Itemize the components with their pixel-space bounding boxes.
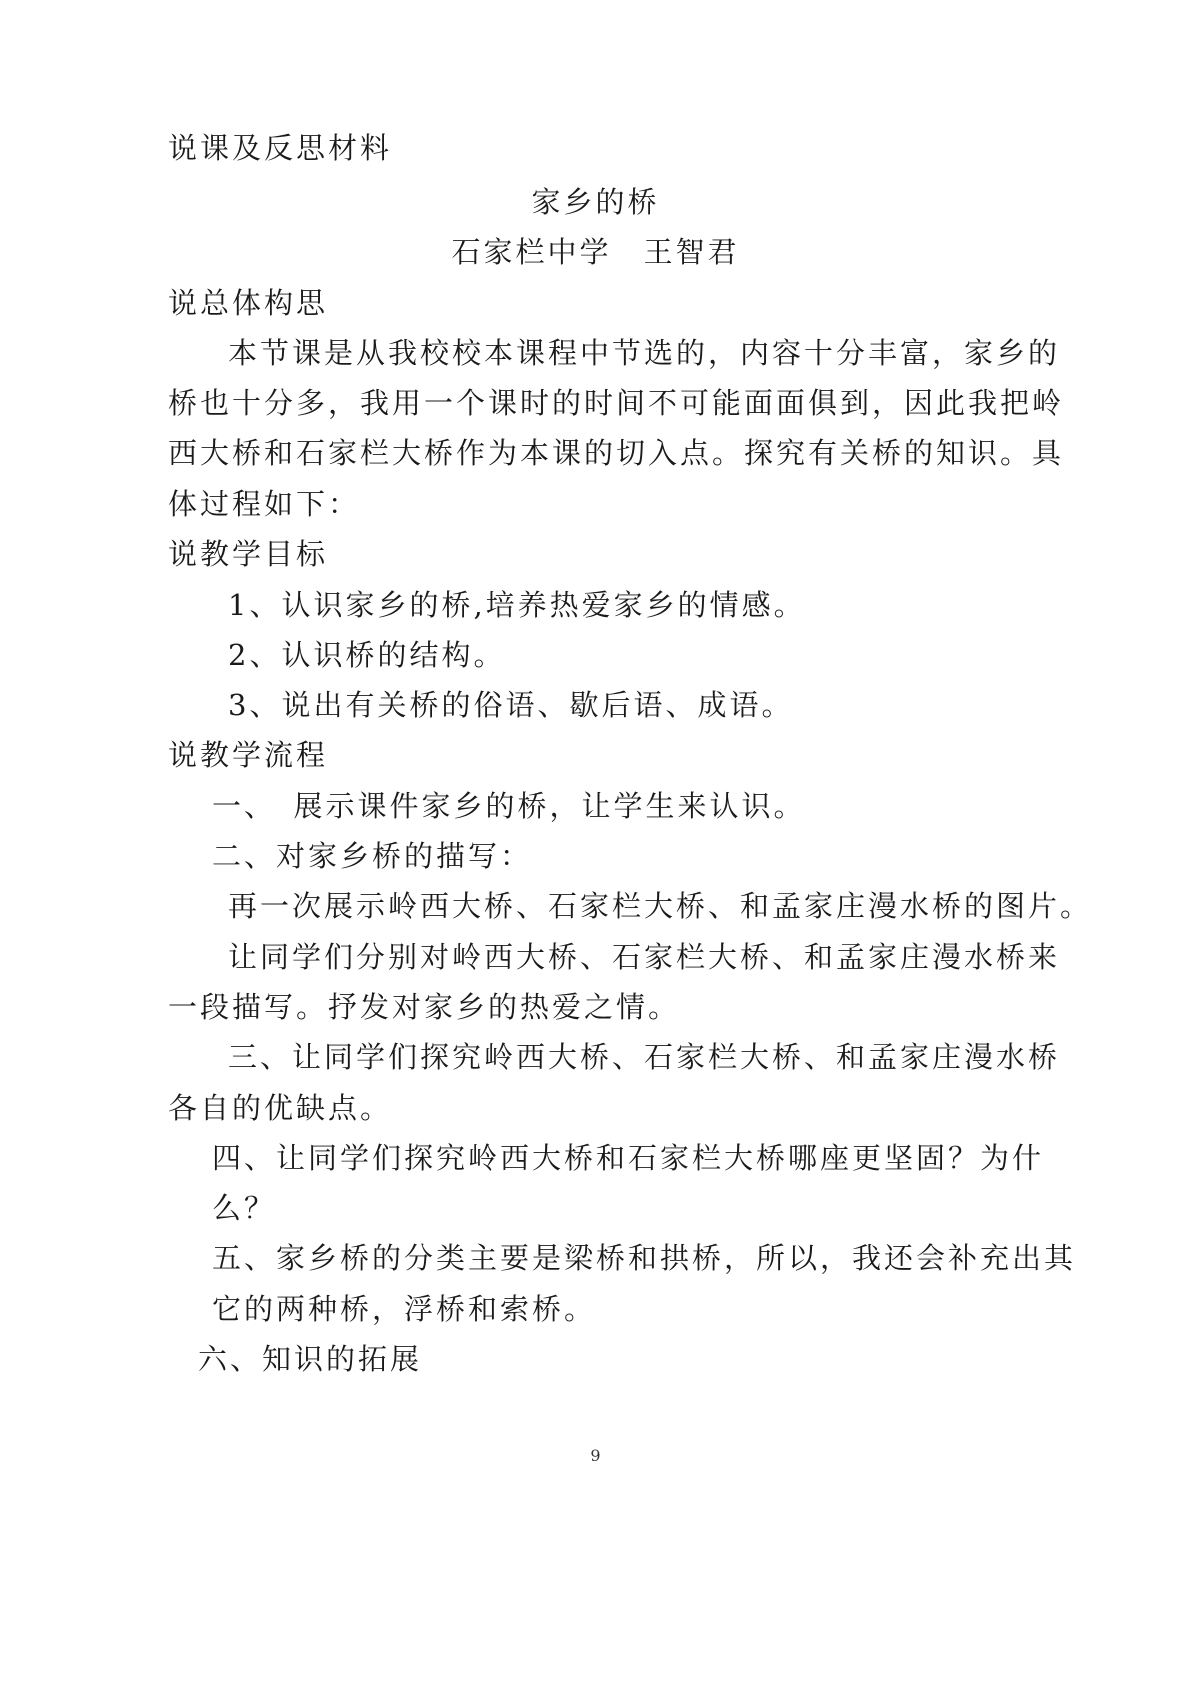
page-title: 家乡的桥	[531, 185, 660, 219]
document-header: 说课及反思材料	[168, 131, 393, 165]
paragraph-line: 桥也十分多，我用一个课时的时间不可能面面俱到，因此我把岭	[168, 386, 1065, 420]
section-heading-goals: 说教学目标	[168, 537, 329, 571]
process-line: 再一次展示岭西大桥、石家栏大桥、和孟家庄漫水桥的图片。	[228, 889, 1093, 923]
page-number: 9	[590, 1446, 601, 1465]
process-line: 二、对家乡桥的描写：	[212, 839, 533, 873]
goal-item: 2、认识桥的结构。	[228, 638, 506, 672]
paragraph-line: 体过程如下：	[168, 487, 361, 521]
section-heading-process: 说教学流程	[168, 738, 329, 772]
process-line: 四、让同学们探究岭西大桥和石家栏大桥哪座更坚固？为什	[212, 1141, 1045, 1175]
author-line: 石家栏中学 王智君	[451, 235, 740, 269]
process-line: 五、家乡桥的分类主要是梁桥和拱桥，所以，我还会补充出其	[212, 1241, 1077, 1275]
process-line: 么？	[212, 1191, 277, 1225]
goal-item: 1、认识家乡的桥,培养热爱家乡的情感。	[228, 588, 806, 622]
process-line: 六、知识的拓展	[198, 1342, 423, 1376]
paragraph-line: 西大桥和石家栏大桥作为本课的切入点。探究有关桥的知识。具	[168, 436, 1065, 470]
process-line: 三、让同学们探究岭西大桥、石家栏大桥、和孟家庄漫水桥	[228, 1040, 1061, 1074]
process-line: 各自的优缺点。	[168, 1091, 393, 1125]
paragraph-line: 本节课是从我校校本课程中节选的，内容十分丰富，家乡的	[228, 336, 1061, 370]
process-line: 一段描写。抒发对家乡的热爱之情。	[168, 990, 681, 1024]
goal-item: 3、说出有关桥的俗语、歇后语、成语。	[228, 688, 794, 722]
process-line: 让同学们分别对岭西大桥、石家栏大桥、和孟家庄漫水桥来	[228, 940, 1061, 974]
process-line: 它的两种桥，浮桥和索桥。	[212, 1292, 597, 1326]
process-line: 一、 展示课件家乡的桥，让学生来认识。	[212, 789, 806, 823]
section-heading-overview: 说总体构思	[168, 286, 329, 320]
